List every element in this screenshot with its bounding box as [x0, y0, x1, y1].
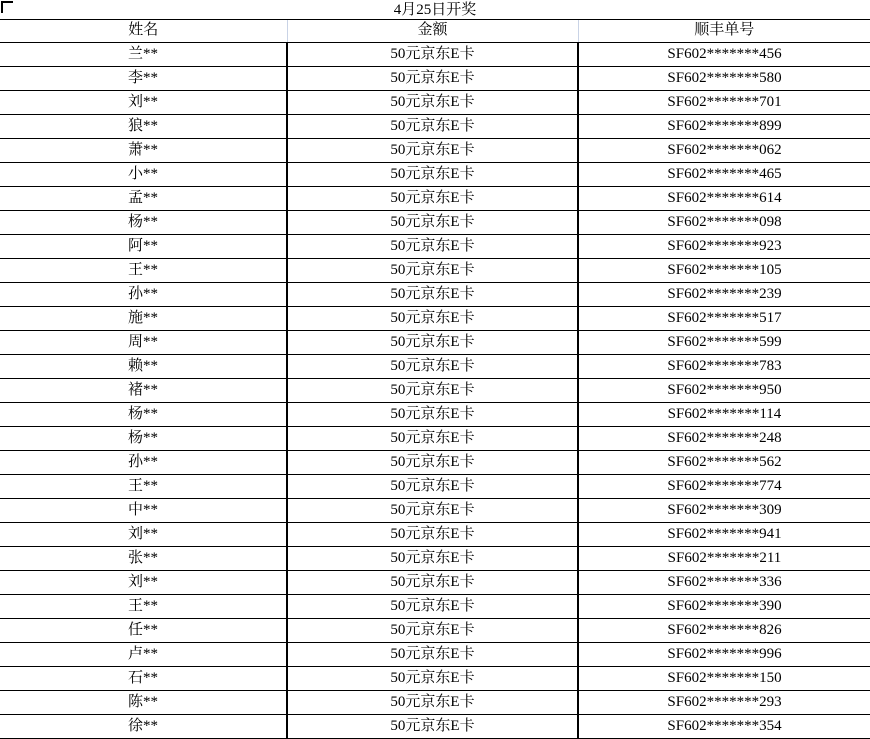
cell-amount: 50元京东E卡: [287, 618, 578, 642]
cell-amount: 50元京东E卡: [287, 642, 578, 666]
cell-tracking: SF602*******774: [578, 474, 870, 498]
table-row: [0, 642, 870, 666]
cell-name: 杨**: [0, 402, 287, 426]
cell-name: 孙**: [0, 450, 287, 474]
cell-name: 李**: [0, 66, 287, 90]
cell-amount: 50元京东E卡: [287, 426, 578, 450]
cell-name: 王**: [0, 474, 287, 498]
cell-amount: 50元京东E卡: [287, 690, 578, 714]
cell-name: 阿**: [0, 234, 287, 258]
table-header-row: [0, 20, 870, 42]
cell-name: 中**: [0, 498, 287, 522]
cell-name: 陈**: [0, 690, 287, 714]
cell-name: 卢**: [0, 642, 287, 666]
cell-name: 石**: [0, 666, 287, 690]
cell-tracking: SF602*******923: [578, 234, 870, 258]
table-row: [0, 666, 870, 690]
cell-tracking: SF602*******098: [578, 210, 870, 234]
cell-tracking: SF602*******941: [578, 522, 870, 546]
cell-name: 孙**: [0, 282, 287, 306]
cell-tracking: SF602*******309: [578, 498, 870, 522]
table-row: [0, 474, 870, 498]
column-header-name: 姓名: [0, 20, 287, 42]
cell-tracking: SF602*******062: [578, 138, 870, 162]
cell-tracking: SF602*******517: [578, 306, 870, 330]
cell-amount: 50元京东E卡: [287, 162, 578, 186]
cell-amount: 50元京东E卡: [287, 498, 578, 522]
cell-name: 杨**: [0, 426, 287, 450]
cell-amount: 50元京东E卡: [287, 330, 578, 354]
cell-name: 周**: [0, 330, 287, 354]
cell-amount: 50元京东E卡: [287, 138, 578, 162]
cell-name: 刘**: [0, 570, 287, 594]
cell-amount: 50元京东E卡: [287, 354, 578, 378]
table-row: [0, 282, 870, 306]
table-row: [0, 90, 870, 114]
cell-tracking: SF602*******150: [578, 666, 870, 690]
cell-name: 孟**: [0, 186, 287, 210]
table-row: [0, 66, 870, 90]
cell-amount: 50元京东E卡: [287, 522, 578, 546]
table-row: [0, 114, 870, 138]
cell-tracking: SF602*******996: [578, 642, 870, 666]
cell-tracking: SF602*******105: [578, 258, 870, 282]
cell-tracking: SF602*******465: [578, 162, 870, 186]
table-row: [0, 258, 870, 282]
table-row: [0, 234, 870, 258]
table-row: [0, 330, 870, 354]
table-row: [0, 498, 870, 522]
cell-amount: 50元京东E卡: [287, 546, 578, 570]
table-row: [0, 690, 870, 714]
cell-amount: 50元京东E卡: [287, 66, 578, 90]
cell-name: 王**: [0, 594, 287, 618]
table-row: [0, 546, 870, 570]
cell-amount: 50元京东E卡: [287, 378, 578, 402]
table-row: [0, 450, 870, 474]
table-row: [0, 354, 870, 378]
cell-tracking: SF602*******336: [578, 570, 870, 594]
cell-tracking: SF602*******614: [578, 186, 870, 210]
cell-name: 刘**: [0, 90, 287, 114]
cell-tracking: SF602*******456: [578, 42, 870, 66]
cell-name: 赖**: [0, 354, 287, 378]
cell-name: 刘**: [0, 522, 287, 546]
table-row: [0, 186, 870, 210]
cell-amount: 50元京东E卡: [287, 306, 578, 330]
cell-tracking: SF602*******950: [578, 378, 870, 402]
cell-amount: 50元京东E卡: [287, 570, 578, 594]
cell-tracking: SF602*******599: [578, 330, 870, 354]
cell-name: 杨**: [0, 210, 287, 234]
sheet-title: 4月25日开奖: [393, 2, 477, 18]
cell-name: 王**: [0, 258, 287, 282]
table-row: [0, 402, 870, 426]
cell-amount: 50元京东E卡: [287, 210, 578, 234]
cell-amount: 50元京东E卡: [287, 402, 578, 426]
cell-name: 张**: [0, 546, 287, 570]
cell-tracking: SF602*******562: [578, 450, 870, 474]
cell-amount: 50元京东E卡: [287, 666, 578, 690]
cell-amount: 50元京东E卡: [287, 234, 578, 258]
cell-amount: 50元京东E卡: [287, 474, 578, 498]
cell-amount: 50元京东E卡: [287, 258, 578, 282]
cell-tracking: SF602*******211: [578, 546, 870, 570]
column-header-tracking: 顺丰单号: [578, 20, 870, 42]
cell-tracking: SF602*******580: [578, 66, 870, 90]
cell-amount: 50元京东E卡: [287, 114, 578, 138]
cell-name: 小**: [0, 162, 287, 186]
cell-name: 褚**: [0, 378, 287, 402]
cell-name: 徐**: [0, 714, 287, 738]
column-header-amount: 金额: [287, 20, 578, 42]
cell-tracking: SF602*******701: [578, 90, 870, 114]
cell-tracking: SF602*******293: [578, 690, 870, 714]
cell-amount: 50元京东E卡: [287, 282, 578, 306]
cell-name: 任**: [0, 618, 287, 642]
table-row: [0, 210, 870, 234]
table-row: [0, 426, 870, 450]
table-body: [0, 42, 870, 738]
table-row: [0, 378, 870, 402]
cell-amount: 50元京东E卡: [287, 450, 578, 474]
cell-tracking: SF602*******354: [578, 714, 870, 738]
table-row: [0, 594, 870, 618]
cell-name: 施**: [0, 306, 287, 330]
cell-amount: 50元京东E卡: [287, 714, 578, 738]
cell-tracking: SF602*******239: [578, 282, 870, 306]
table-row: [0, 162, 870, 186]
table-row: [0, 618, 870, 642]
cell-amount: 50元京东E卡: [287, 42, 578, 66]
table-row: [0, 306, 870, 330]
cell-tracking: SF602*******783: [578, 354, 870, 378]
cell-tracking: SF602*******114: [578, 402, 870, 426]
table-row: [0, 522, 870, 546]
winners-table: [0, 20, 870, 739]
table-row: [0, 42, 870, 66]
cell-tracking: SF602*******248: [578, 426, 870, 450]
cell-name: 萧**: [0, 138, 287, 162]
cell-amount: 50元京东E卡: [287, 594, 578, 618]
cell-tracking: SF602*******826: [578, 618, 870, 642]
table-row: [0, 714, 870, 738]
cell-tracking: SF602*******899: [578, 114, 870, 138]
cell-tracking: SF602*******390: [578, 594, 870, 618]
cell-name: 狼**: [0, 114, 287, 138]
cell-amount: 50元京东E卡: [287, 90, 578, 114]
table-row: [0, 138, 870, 162]
cell-amount: 50元京东E卡: [287, 186, 578, 210]
cell-name: 兰**: [0, 42, 287, 66]
table-row: [0, 570, 870, 594]
